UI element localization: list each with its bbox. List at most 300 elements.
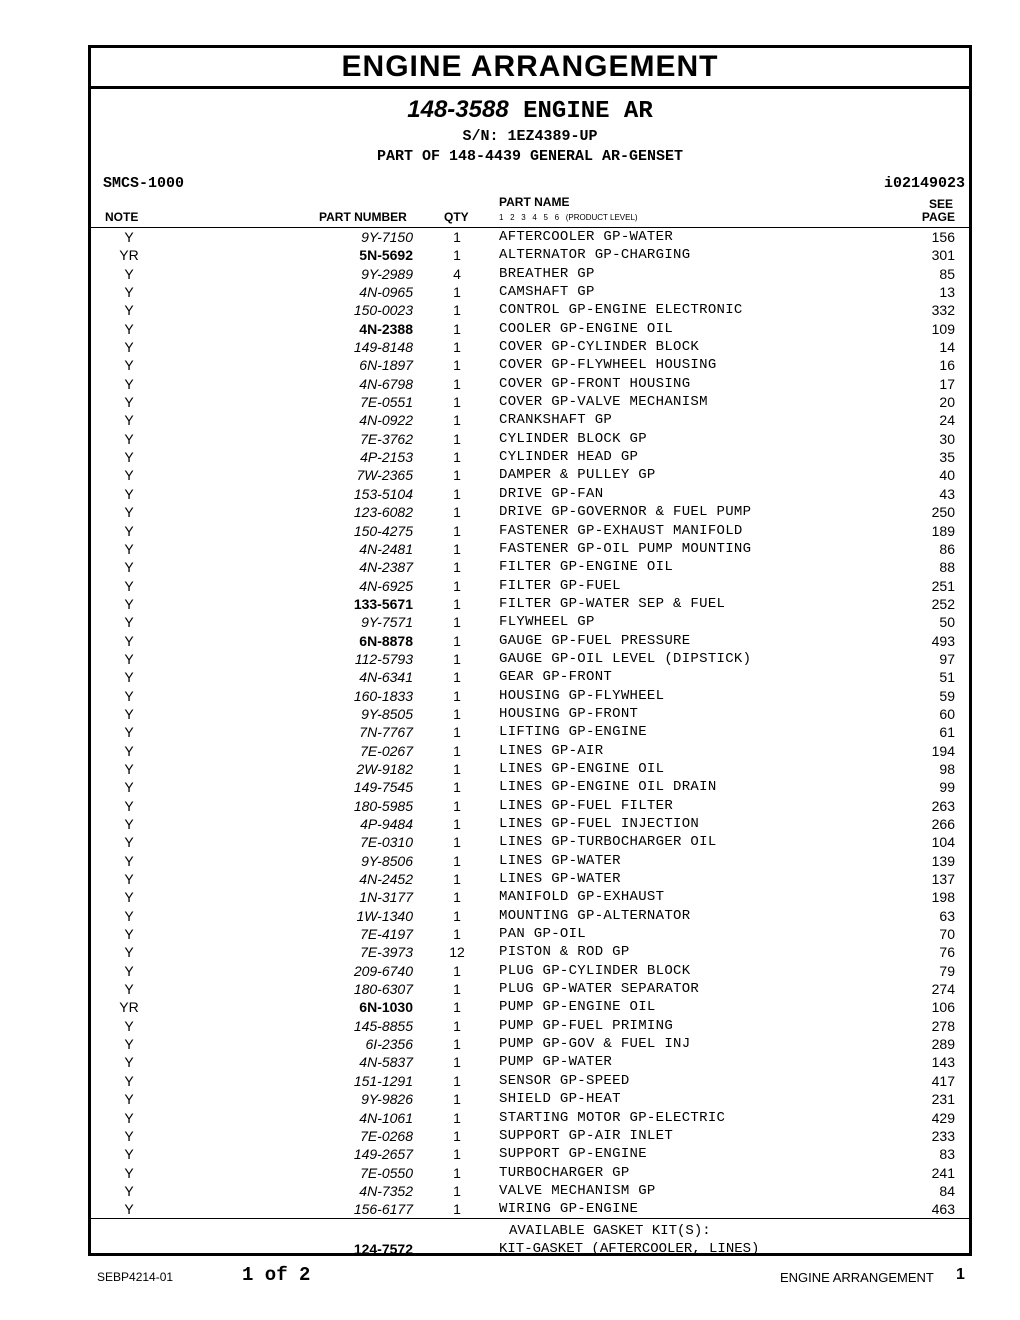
table-row bbox=[91, 503, 969, 521]
table-row bbox=[91, 907, 969, 925]
table-row bbox=[91, 540, 969, 558]
part-number-cell: 6N-1030 bbox=[359, 999, 413, 1016]
part-number-cell: 4N-2388 bbox=[359, 320, 413, 337]
see-page-cell: 252 bbox=[931, 595, 955, 612]
part-name-cell: SENSOR GP-SPEED bbox=[499, 1072, 630, 1089]
note-cell: Y bbox=[124, 981, 134, 998]
qty-cell: 1 bbox=[453, 284, 461, 301]
part-name-cell: LINES GP-AIR bbox=[499, 742, 604, 759]
table-row bbox=[91, 852, 969, 870]
see-page-cell: 16 bbox=[939, 357, 955, 374]
table-row bbox=[91, 393, 969, 411]
table-row bbox=[91, 485, 969, 503]
part-name-cell: MANIFOLD GP-EXHAUST bbox=[499, 889, 665, 906]
part-name-cell: DRIVE GP-GOVERNOR & FUEL PUMP bbox=[499, 504, 752, 521]
col-part-number: PART NUMBER bbox=[319, 210, 407, 224]
part-number-cell: 180-6307 bbox=[353, 981, 413, 998]
note-cell: Y bbox=[124, 412, 134, 429]
qty-cell: 1 bbox=[453, 412, 461, 429]
part-name-cell: PUMP GP-GOV & FUEL INJ bbox=[499, 1036, 691, 1053]
part-number-cell: 150-0023 bbox=[353, 302, 413, 319]
qty-cell: 12 bbox=[449, 944, 465, 961]
model-line bbox=[91, 95, 969, 127]
see-page-cell: 14 bbox=[939, 339, 955, 356]
part-number-cell: 7E-3973 bbox=[360, 944, 413, 961]
table-row bbox=[91, 925, 969, 943]
qty-cell: 1 bbox=[453, 1017, 461, 1034]
qty-cell: 1 bbox=[453, 504, 461, 521]
note-cell: Y bbox=[124, 944, 134, 961]
part-name-cell: SUPPORT GP-ENGINE bbox=[499, 1146, 647, 1163]
footer-section: ENGINE ARRANGEMENT bbox=[780, 1270, 934, 1285]
qty-cell: 1 bbox=[453, 816, 461, 832]
note-cell: Y bbox=[124, 1109, 134, 1126]
part-number-cell: 4N-2387 bbox=[359, 559, 413, 576]
qty-cell: 1 bbox=[453, 430, 461, 447]
qty-cell: 1 bbox=[453, 394, 461, 411]
qty-cell: 1 bbox=[453, 705, 461, 722]
part-name-cell: ALTERNATOR GP-CHARGING bbox=[499, 247, 691, 264]
qty-cell: 1 bbox=[453, 247, 461, 264]
note-cell: Y bbox=[124, 871, 134, 888]
table-row bbox=[91, 742, 969, 760]
table-row bbox=[91, 668, 969, 686]
parts-table bbox=[91, 228, 969, 1219]
qty-cell: 1 bbox=[453, 1164, 461, 1181]
part-name-cell: PLUG GP-CYLINDER BLOCK bbox=[499, 962, 691, 979]
table-row bbox=[91, 760, 969, 778]
part-name-cell: VALVE MECHANISM GP bbox=[499, 1182, 656, 1199]
model-header bbox=[91, 95, 969, 167]
see-page-cell: 251 bbox=[931, 577, 955, 594]
part-name-cell: MOUNTING GP-ALTERNATOR bbox=[499, 907, 691, 924]
see-page-cell: 106 bbox=[931, 999, 955, 1016]
part-name-cell: COVER GP-FLYWHEEL HOUSING bbox=[499, 357, 717, 374]
qty-cell: 1 bbox=[453, 926, 461, 943]
kit-part-number: 124-7572 bbox=[353, 1241, 413, 1257]
part-number-cell: 1W-1340 bbox=[356, 907, 413, 924]
col-page: PAGE bbox=[921, 210, 955, 224]
see-page-cell: 83 bbox=[939, 1146, 955, 1163]
part-number-cell: 4P-9484 bbox=[360, 816, 413, 832]
qty-cell: 1 bbox=[453, 1201, 461, 1218]
footer-doc-code: SEBP4214-01 bbox=[97, 1270, 174, 1284]
table-row bbox=[91, 998, 969, 1016]
note-cell: Y bbox=[124, 816, 134, 832]
table-row bbox=[91, 980, 969, 998]
part-number-cell: 4N-1061 bbox=[359, 1109, 413, 1126]
table-row bbox=[91, 833, 969, 851]
kit-label: AVAILABLE GASKET KIT(S): bbox=[509, 1223, 711, 1239]
see-page-cell: 86 bbox=[939, 540, 955, 557]
part-name-cell: PISTON & ROD GP bbox=[499, 944, 630, 961]
part-name-cell: GEAR GP-FRONT bbox=[499, 669, 613, 686]
note-cell: Y bbox=[124, 1146, 134, 1163]
part-number-cell: 149-8148 bbox=[353, 339, 413, 356]
part-name-cell: LINES GP-FUEL FILTER bbox=[499, 797, 674, 814]
qty-cell: 1 bbox=[453, 1036, 461, 1053]
part-name-cell: TURBOCHARGER GP bbox=[499, 1164, 630, 1181]
part-number-cell: 4N-0922 bbox=[359, 412, 413, 429]
see-page-cell: 61 bbox=[939, 724, 955, 741]
note-cell: Y bbox=[124, 1182, 134, 1199]
see-page-cell: 194 bbox=[931, 742, 955, 759]
table-row bbox=[91, 577, 969, 595]
table-row bbox=[91, 1200, 969, 1218]
qty-cell: 1 bbox=[453, 614, 461, 631]
part-name-cell: CYLINDER BLOCK GP bbox=[499, 430, 647, 447]
qty-cell: 1 bbox=[453, 1182, 461, 1199]
table-row bbox=[91, 723, 969, 741]
table-row bbox=[91, 301, 969, 319]
note-cell: Y bbox=[124, 302, 134, 319]
table-row bbox=[91, 246, 969, 264]
part-number-cell: 123-6082 bbox=[353, 504, 413, 521]
part-number-cell: 4N-6925 bbox=[359, 577, 413, 594]
note-cell: Y bbox=[124, 705, 134, 722]
col-see: SEE bbox=[928, 197, 953, 211]
table-row bbox=[91, 448, 969, 466]
note-cell: Y bbox=[124, 889, 134, 906]
see-page-cell: 84 bbox=[939, 1182, 955, 1199]
see-page-cell: 463 bbox=[931, 1201, 955, 1218]
see-page-cell: 143 bbox=[931, 1054, 955, 1071]
see-page-cell: 189 bbox=[931, 522, 955, 539]
see-page-cell: 60 bbox=[939, 705, 955, 722]
note-cell: Y bbox=[124, 430, 134, 447]
note-cell: Y bbox=[124, 375, 134, 392]
table-row bbox=[91, 888, 969, 906]
qty-cell: 1 bbox=[453, 724, 461, 741]
part-number-cell: 4N-0965 bbox=[359, 284, 413, 301]
column-headers bbox=[91, 195, 969, 228]
part-name-cell: COVER GP-CYLINDER BLOCK bbox=[499, 339, 700, 356]
table-row bbox=[91, 1182, 969, 1200]
part-number-cell: 7E-0267 bbox=[360, 742, 413, 759]
see-page-cell: 104 bbox=[931, 834, 955, 851]
qty-cell: 1 bbox=[453, 1127, 461, 1144]
see-page-cell: 50 bbox=[939, 614, 955, 631]
table-row bbox=[91, 705, 969, 723]
model-name: ENGINE AR bbox=[523, 98, 653, 125]
see-page-cell: 109 bbox=[931, 320, 955, 337]
see-page-cell: 51 bbox=[939, 669, 955, 686]
part-name-cell: PAN GP-OIL bbox=[499, 926, 587, 943]
col-note: NOTE bbox=[105, 210, 139, 224]
see-page-cell: 301 bbox=[931, 247, 955, 264]
qty-cell: 1 bbox=[453, 339, 461, 356]
part-number-cell: 156-6177 bbox=[353, 1201, 413, 1218]
note-cell: Y bbox=[124, 724, 134, 741]
table-row bbox=[91, 613, 969, 631]
part-name-cell: GAUGE GP-OIL LEVEL (DIPSTICK) bbox=[499, 650, 752, 667]
qty-cell: 1 bbox=[453, 302, 461, 319]
qty-cell: 1 bbox=[453, 779, 461, 796]
see-page-cell: 263 bbox=[931, 797, 955, 814]
note-cell: Y bbox=[124, 1036, 134, 1053]
note-cell: Y bbox=[124, 779, 134, 796]
part-name-cell: HOUSING GP-FRONT bbox=[499, 705, 639, 722]
part-name-cell: LINES GP-FUEL INJECTION bbox=[499, 816, 700, 832]
part-name-cell: LINES GP-ENGINE OIL DRAIN bbox=[499, 779, 717, 796]
part-number-cell: 5N-5692 bbox=[359, 247, 413, 264]
part-name-cell: WIRING GP-ENGINE bbox=[499, 1201, 639, 1218]
see-page-cell: 493 bbox=[931, 632, 955, 649]
part-number-cell: 6N-1897 bbox=[359, 357, 413, 374]
part-number-cell: 4N-5837 bbox=[359, 1054, 413, 1071]
qty-cell: 1 bbox=[453, 485, 461, 502]
part-name-cell: PLUG GP-WATER SEPARATOR bbox=[499, 981, 700, 998]
note-cell: Y bbox=[124, 522, 134, 539]
qty-cell: 1 bbox=[453, 449, 461, 466]
see-page-cell: 85 bbox=[939, 265, 955, 282]
part-name-cell: FILTER GP-ENGINE OIL bbox=[499, 559, 674, 576]
note-cell: Y bbox=[124, 687, 134, 704]
table-row bbox=[91, 632, 969, 650]
table-row bbox=[91, 650, 969, 668]
see-page-cell: 76 bbox=[939, 944, 955, 961]
see-page-cell: 99 bbox=[939, 779, 955, 796]
page-title: ENGINE ARRANGEMENT bbox=[91, 48, 969, 89]
part-name-cell: AFTERCOOLER GP-WATER bbox=[499, 229, 674, 245]
parts-list-frame bbox=[88, 45, 972, 1256]
table-row bbox=[91, 522, 969, 540]
note-cell: Y bbox=[124, 1091, 134, 1108]
see-page-cell: 98 bbox=[939, 760, 955, 777]
see-page-cell: 79 bbox=[939, 962, 955, 979]
part-name-cell: PUMP GP-WATER bbox=[499, 1054, 613, 1071]
qty-cell: 1 bbox=[453, 742, 461, 759]
part-number-cell: 209-6740 bbox=[353, 962, 413, 979]
see-page-cell: 250 bbox=[931, 504, 955, 521]
table-row bbox=[91, 430, 969, 448]
part-number-cell: 145-8855 bbox=[353, 1017, 413, 1034]
part-number-cell: 160-1833 bbox=[353, 687, 413, 704]
table-row bbox=[91, 1072, 969, 1090]
note-cell: YR bbox=[119, 247, 139, 264]
qty-cell: 1 bbox=[453, 650, 461, 667]
see-page-cell: 139 bbox=[931, 852, 955, 869]
part-name-cell: FASTENER GP-OIL PUMP MOUNTING bbox=[499, 540, 752, 557]
kit-part-name: KIT-GASKET (AFTERCOOLER, LINES) bbox=[499, 1241, 760, 1257]
qty-cell: 1 bbox=[453, 981, 461, 998]
see-page-cell: 63 bbox=[939, 907, 955, 924]
qty-cell: 1 bbox=[453, 1146, 461, 1163]
table-row bbox=[91, 411, 969, 429]
part-number-cell: 151-1291 bbox=[353, 1072, 413, 1089]
footer-page-of: 1 of 2 bbox=[242, 1264, 311, 1286]
table-row bbox=[91, 466, 969, 484]
note-cell: Y bbox=[124, 1201, 134, 1218]
part-number-cell: 4N-6341 bbox=[359, 669, 413, 686]
part-name-cell: COVER GP-VALVE MECHANISM bbox=[499, 394, 708, 411]
qty-cell: 1 bbox=[453, 595, 461, 612]
part-name-cell: GAUGE GP-FUEL PRESSURE bbox=[499, 632, 691, 649]
qty-cell: 1 bbox=[453, 834, 461, 851]
table-row bbox=[91, 870, 969, 888]
see-page-cell: 156 bbox=[931, 229, 955, 245]
footer-page-number: 1 bbox=[956, 1266, 965, 1283]
qty-cell: 1 bbox=[453, 320, 461, 337]
table-row bbox=[91, 356, 969, 374]
see-page-cell: 20 bbox=[939, 394, 955, 411]
see-page-cell: 35 bbox=[939, 449, 955, 466]
see-page-cell: 198 bbox=[931, 889, 955, 906]
note-cell: Y bbox=[124, 614, 134, 631]
note-cell: Y bbox=[124, 852, 134, 869]
table-row bbox=[91, 1145, 969, 1163]
note-cell: Y bbox=[124, 834, 134, 851]
part-name-cell: LINES GP-ENGINE OIL bbox=[499, 760, 665, 777]
part-number-cell: 9Y-7571 bbox=[361, 614, 413, 631]
table-row bbox=[91, 265, 969, 283]
note-cell: Y bbox=[124, 229, 134, 245]
qty-cell: 1 bbox=[453, 540, 461, 557]
note-cell: Y bbox=[124, 284, 134, 301]
part-name-cell: PUMP GP-ENGINE OIL bbox=[499, 999, 656, 1016]
qty-cell: 1 bbox=[453, 1091, 461, 1108]
qty-cell: 1 bbox=[453, 1072, 461, 1089]
note-cell: Y bbox=[124, 339, 134, 356]
col-qty: QTY bbox=[444, 210, 469, 224]
gasket-kit-section bbox=[91, 1218, 969, 1257]
part-name-cell: SUPPORT GP-AIR INLET bbox=[499, 1127, 674, 1144]
part-name-cell: COOLER GP-ENGINE OIL bbox=[499, 320, 674, 337]
qty-cell: 1 bbox=[453, 999, 461, 1016]
see-page-cell: 233 bbox=[931, 1127, 955, 1144]
qty-cell: 4 bbox=[453, 265, 461, 282]
table-row bbox=[91, 1017, 969, 1035]
see-page-cell: 70 bbox=[939, 926, 955, 943]
note-cell: Y bbox=[124, 485, 134, 502]
table-row bbox=[91, 283, 969, 301]
note-cell: Y bbox=[124, 760, 134, 777]
see-page-cell: 137 bbox=[931, 871, 955, 888]
table-row bbox=[91, 1164, 969, 1182]
table-row bbox=[91, 228, 969, 246]
table-row bbox=[91, 943, 969, 961]
see-page-cell: 332 bbox=[931, 302, 955, 319]
table-row bbox=[91, 595, 969, 613]
qty-cell: 1 bbox=[453, 962, 461, 979]
note-cell: Y bbox=[124, 357, 134, 374]
note-cell: Y bbox=[124, 467, 134, 484]
note-cell: Y bbox=[124, 962, 134, 979]
table-row bbox=[91, 338, 969, 356]
note-cell: Y bbox=[124, 742, 134, 759]
part-number-cell: 150-4275 bbox=[353, 522, 413, 539]
note-cell: Y bbox=[124, 797, 134, 814]
note-cell: Y bbox=[124, 650, 134, 667]
part-name-cell: FILTER GP-WATER SEP & FUEL bbox=[499, 595, 726, 612]
part-number-cell: 7E-0268 bbox=[360, 1127, 413, 1144]
table-row bbox=[91, 375, 969, 393]
see-page-cell: 59 bbox=[939, 687, 955, 704]
qty-cell: 1 bbox=[453, 229, 461, 245]
part-number-cell: 2W-9182 bbox=[356, 760, 413, 777]
qty-cell: 1 bbox=[453, 632, 461, 649]
see-page-cell: 429 bbox=[931, 1109, 955, 1126]
page-footer bbox=[0, 1262, 1020, 1292]
note-cell: Y bbox=[124, 449, 134, 466]
part-number-cell: 1N-3177 bbox=[359, 889, 413, 906]
table-row bbox=[91, 687, 969, 705]
part-number-cell: 9Y-2989 bbox=[361, 265, 413, 282]
note-cell: Y bbox=[124, 926, 134, 943]
qty-cell: 1 bbox=[453, 559, 461, 576]
part-number-cell: 4N-2481 bbox=[359, 540, 413, 557]
part-name-cell: LINES GP-WATER bbox=[499, 852, 621, 869]
table-row bbox=[91, 1127, 969, 1145]
see-page-cell: 289 bbox=[931, 1036, 955, 1053]
note-cell: Y bbox=[124, 1072, 134, 1089]
note-cell: Y bbox=[124, 1054, 134, 1071]
part-number-cell: 133-5671 bbox=[353, 595, 413, 612]
note-cell: Y bbox=[124, 577, 134, 594]
part-name-cell: SHIELD GP-HEAT bbox=[499, 1091, 621, 1108]
see-page-cell: 17 bbox=[939, 375, 955, 392]
table-row bbox=[91, 962, 969, 980]
see-page-cell: 13 bbox=[939, 284, 955, 301]
part-number-cell: 4N-2452 bbox=[359, 871, 413, 888]
note-cell: Y bbox=[124, 1127, 134, 1144]
part-number-cell: 6I-2356 bbox=[365, 1036, 413, 1053]
part-name-cell: DRIVE GP-FAN bbox=[499, 485, 604, 502]
part-name-cell: LIFTING GP-ENGINE bbox=[499, 724, 647, 741]
part-name-cell: DAMPER & PULLEY GP bbox=[499, 467, 656, 484]
qty-cell: 1 bbox=[453, 1109, 461, 1126]
part-number-cell: 9Y-9826 bbox=[361, 1091, 413, 1108]
note-cell: Y bbox=[124, 595, 134, 612]
note-cell: Y bbox=[124, 320, 134, 337]
qty-cell: 1 bbox=[453, 907, 461, 924]
col-product-levels: 1 2 3 4 5 6 (PRODUCT LEVEL) bbox=[499, 213, 638, 222]
qty-cell: 1 bbox=[453, 1054, 461, 1071]
see-page-cell: 24 bbox=[939, 412, 955, 429]
part-number-cell: 9Y-8505 bbox=[361, 705, 413, 722]
part-name-cell: FLYWHEEL GP bbox=[499, 614, 595, 631]
table-row bbox=[91, 558, 969, 576]
see-page-cell: 43 bbox=[939, 485, 955, 502]
see-page-cell: 40 bbox=[939, 467, 955, 484]
part-name-cell: CAMSHAFT GP bbox=[499, 284, 595, 301]
see-page-cell: 231 bbox=[931, 1091, 955, 1108]
see-page-cell: 417 bbox=[931, 1072, 955, 1089]
part-name-cell: LINES GP-WATER bbox=[499, 871, 621, 888]
smcs-code: SMCS-1000 bbox=[103, 175, 185, 192]
part-name-cell: CYLINDER HEAD GP bbox=[499, 449, 639, 466]
smcs-line bbox=[91, 173, 969, 195]
note-cell: Y bbox=[124, 907, 134, 924]
qty-cell: 1 bbox=[453, 871, 461, 888]
part-name-cell: FILTER GP-FUEL bbox=[499, 577, 621, 594]
qty-cell: 1 bbox=[453, 357, 461, 374]
see-page-cell: 30 bbox=[939, 430, 955, 447]
table-row bbox=[91, 815, 969, 833]
model-number: 148-3588 bbox=[407, 96, 509, 123]
part-number-cell: 149-7545 bbox=[353, 779, 413, 796]
qty-cell: 1 bbox=[453, 852, 461, 869]
qty-cell: 1 bbox=[453, 889, 461, 906]
part-name-cell: COVER GP-FRONT HOUSING bbox=[499, 375, 691, 392]
see-page-cell: 278 bbox=[931, 1017, 955, 1034]
part-number-cell: 149-2657 bbox=[353, 1146, 413, 1163]
note-cell: Y bbox=[124, 540, 134, 557]
see-page-cell: 88 bbox=[939, 559, 955, 576]
part-number-cell: 7E-0310 bbox=[360, 834, 413, 851]
part-name-cell: PUMP GP-FUEL PRIMING bbox=[499, 1017, 674, 1034]
table-row bbox=[91, 320, 969, 338]
